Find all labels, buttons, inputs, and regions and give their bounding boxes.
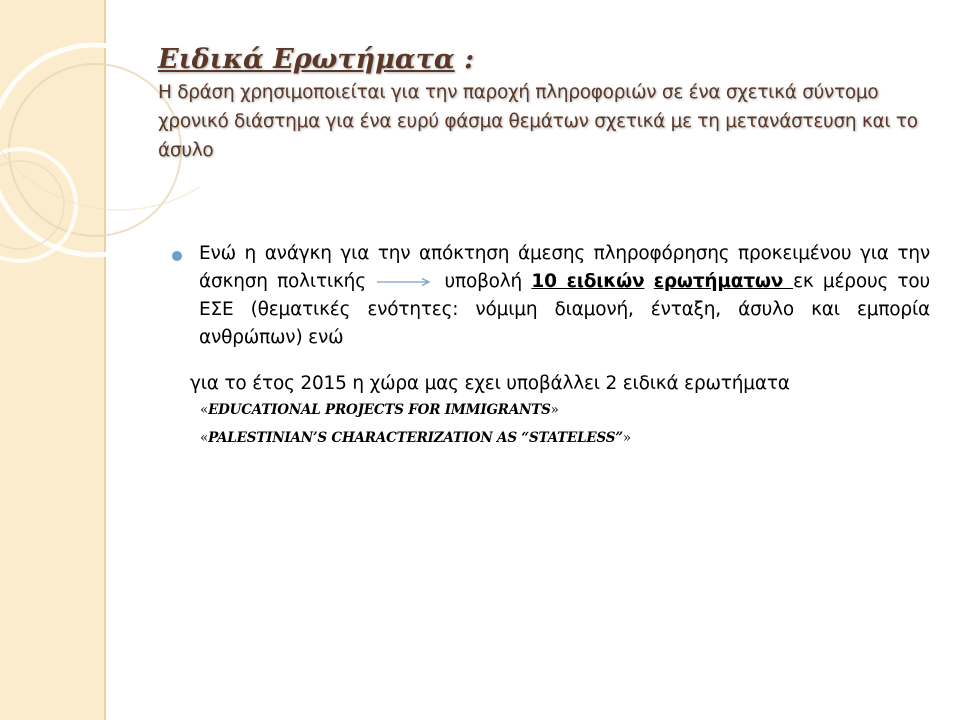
bullet-highlight-questions: ερωτήματων [653, 271, 794, 292]
quote-close: » [550, 402, 559, 418]
bullet-part1: Ενώ η ανάγκη για την απόκτηση άμεσης πληροφόρησης προκειμένου για την άσκηση πολιτικής [199, 243, 930, 292]
title-colon: : [454, 44, 475, 75]
quote-close: » [622, 430, 631, 446]
bullet-text [199, 240, 930, 352]
arrow-right-icon [375, 277, 435, 287]
project-title: PALESTINIAN’S CHARACTERIZATION AS “STATELESS” [208, 430, 623, 446]
bullet-part2: υποβολή [435, 271, 532, 292]
title-heading [158, 42, 918, 78]
project-title: EDUCATIONAL PROJECTS FOR IMMIGRANTS [208, 402, 551, 418]
quote-open: « [200, 402, 209, 418]
title-subtitle: Η δράση χρησιμοποιείται για την παροχή πληροφοριών σε ένα σχετικά σύντομο χρονικό διάστημα για ένα ευρύ φάσμα θεμάτων σχετικά με τη μετανάστευση και το άσυλο [158, 82, 918, 161]
project-item-1 [200, 402, 900, 418]
bullet-space [644, 271, 653, 292]
bullet-part3: εκ μέρους του ΕΣΕ (θεματικές ενότητες: νόμιμη διαμονή, ένταξη, άσυλο και εμπορία ανθρώπων) ενώ [199, 271, 930, 348]
bullet-item [172, 240, 930, 352]
slide-title [158, 42, 918, 165]
bullet-highlight-count: 10 ειδικών [531, 271, 645, 292]
quote-open: « [200, 430, 209, 446]
bullet-dot-icon [172, 251, 182, 261]
title-text: Ειδικά Ερωτήματα [158, 44, 455, 75]
year-summary: για το έτος 2015 η χώρα μας εχει υποβάλλει 2 ειδικά ερωτήματα [190, 373, 790, 394]
project-item-2 [200, 430, 900, 446]
